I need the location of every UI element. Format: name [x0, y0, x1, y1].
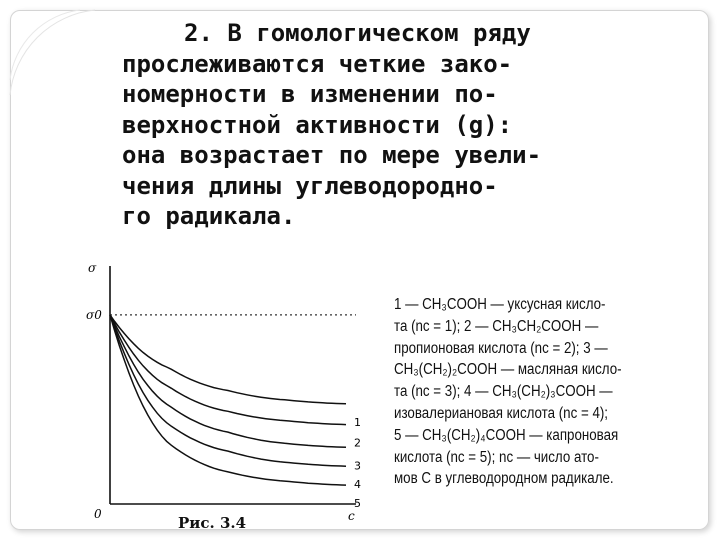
legend-line: CH₃(CH₂)₂COOH — масляная кисло- — [394, 361, 622, 379]
legend-line: изовалериановая кислота (nc = 4); — [394, 404, 609, 422]
curve-2 — [110, 315, 346, 425]
curve-label-5: 5 — [354, 497, 361, 511]
text-line: прослеживаются четкие зако- — [122, 49, 513, 78]
chart-labels — [86, 261, 361, 520]
surface-tension-chart — [84, 258, 384, 520]
sigma0-label: σ0 — [86, 307, 102, 322]
figure-caption: Рис. 3.4 — [178, 514, 247, 532]
curve-5 — [110, 315, 346, 485]
text-line: го радикала. — [122, 202, 296, 230]
decorative-corner-arcs — [0, 0, 120, 120]
legend-line: мов C в углеводородном радикале. — [394, 470, 614, 488]
legend-line: 5 — CH₃(CH₂)₄COOH — капроновая — [394, 426, 619, 444]
text-line: чения длины углеводородно- — [122, 171, 498, 200]
main-paragraph — [122, 18, 662, 232]
chart-curves — [110, 315, 346, 485]
text-line: номерности в изменении по- — [122, 80, 498, 108]
curve-label-1: 1 — [354, 415, 361, 429]
x-axis-label: c — [348, 509, 355, 520]
legend-line: та (nc = 3); 4 — CH₃(CH₂)₃COOH — — [394, 383, 613, 401]
legend-line: пропионовая кислота (nc = 2); 3 — — [394, 339, 608, 357]
origin-label: 0 — [94, 507, 102, 520]
figure-legend — [394, 294, 695, 490]
legend-line: 1 — CH₃COOH — уксусная кисло- — [394, 296, 606, 313]
text-line: верхностной активности (g): — [122, 110, 513, 139]
text-line: 2. В гомологическом ряду — [184, 19, 531, 47]
text-line: она возрастает по мере увели- — [122, 141, 542, 169]
legend-line: та (nc = 1); 2 — CH₃CH₂COOH — — [394, 317, 599, 335]
y-axis-label: σ — [88, 261, 97, 275]
curve-label-3: 3 — [354, 459, 361, 473]
curve-label-4: 4 — [354, 478, 361, 492]
legend-line: кислота (nc = 5); nc — число ато- — [394, 448, 599, 466]
curve-1 — [110, 315, 346, 404]
curve-label-2: 2 — [354, 436, 361, 450]
curve-3 — [110, 315, 346, 447]
